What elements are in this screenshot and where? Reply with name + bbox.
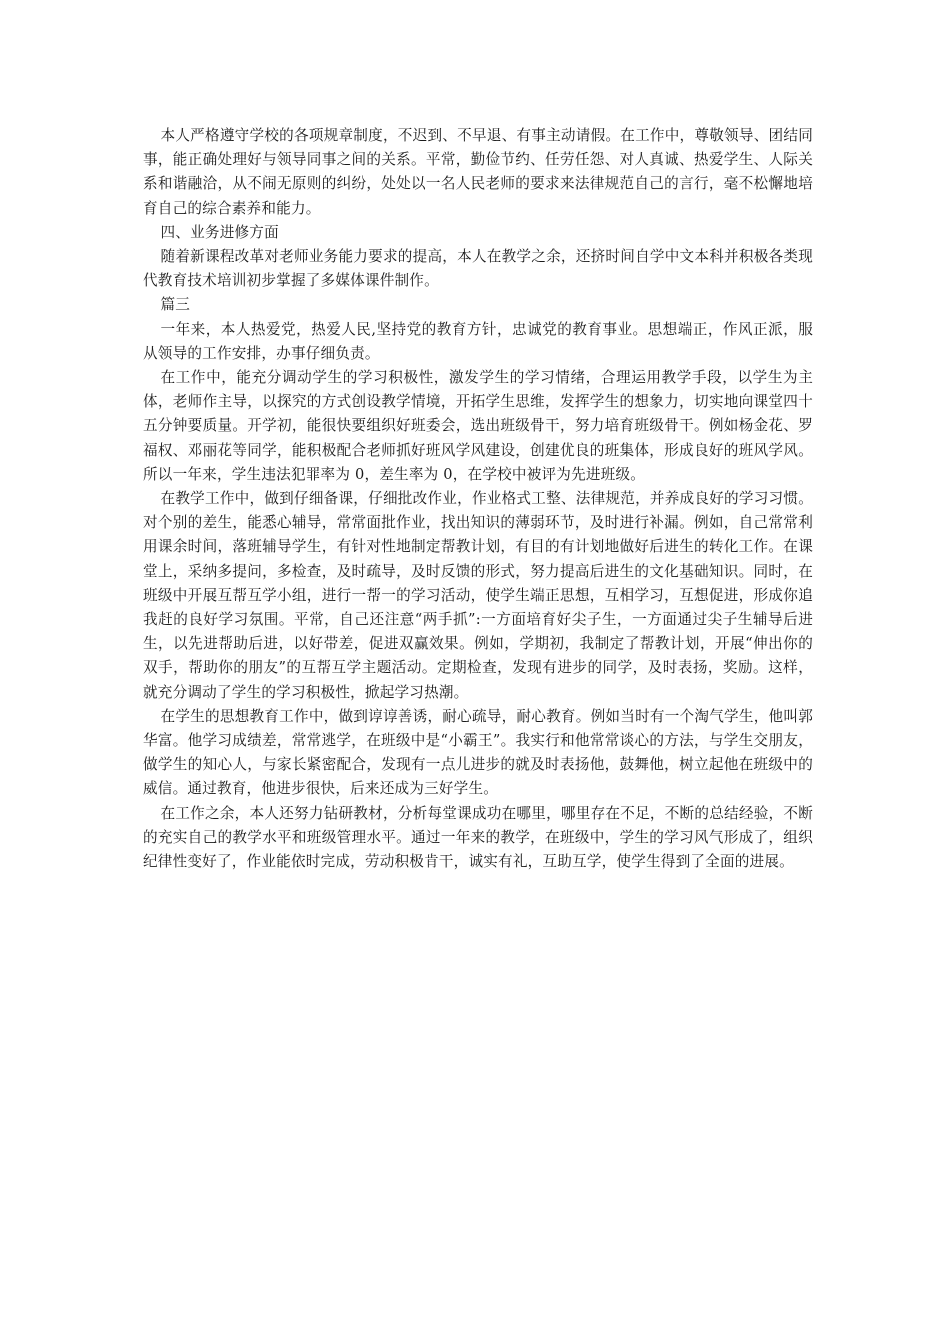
- paragraph-conduct: 本人严格遵守学校的各项规章制度，不迟到、不早退、有事主动请假。在工作中，尊敬领导、团结同事，能正确处理好与领导同事之间的关系。平常，勤俭节约、任劳任怨、对人真诚、热爱学生、人际关系和谐融洽，从不闹无原则的纠纷，处处以一名人民老师的要求来法律规范自己的言行，毫不松懈地培育自己的综合素养和能力。: [143, 127, 813, 217]
- paragraph-political-attitude: 一年来，本人热爱党，热爱人民,坚持党的教育方针，忠诚党的教育事业。思想端正，作风正派，服从领导的工作安排，办事仔细负责。: [143, 320, 813, 362]
- paragraph-class-management: 在工作中，能充分调动学生的学习积极性，激发学生的学习情绪，合理运用教学手段，以学生为主体，老师作主导，以探究的方式创设教学情境，开拓学生思维，发挥学生的想象力，切实地向课堂四十五分钟要质量。开学初，能很快要组织好班委会，选出班级骨干，努力培育班级骨干。例如杨金花、罗福权、邓丽花等同学，能积极配合老师抓好班风学风建设，创建优良的班集体，形成良好的班风学风。所以一年来，学生违法犯罪率为 0，差生率为 0，在学校中被评为先进班级。: [143, 369, 813, 483]
- paragraph-business-study: 随着新课程改革对老师业务能力要求的提高，本人在教学之余，还挤时间自学中文本科并积极各类现代教育技术培训初步掌握了多媒体课件制作。: [143, 248, 813, 290]
- paragraph-teaching-work: 在教学工作中，做到仔细备课，仔细批改作业，作业格式工整、法律规范，并养成良好的学习习惯。对个别的差生，能悉心辅导，常常面批作业，找出知识的薄弱环节，及时进行补漏。例如，自己常常利用课余时间，落班辅导学生，有针对性地制定帮教计划，有目的有计划地做好后进生的转化工作。在课堂上，采纳多提问，多检查，及时疏导，及时反馈的形式，努力提高后进生的文化基础知识。同时，在班级中开展互帮互学小组，进行一帮一的学习活动，使学生端正思想，互相学习，互想促进，形成你追我赶的良好学习氛围。平常，自己还注意“两手抓”:一方面培育好尖子生，一方面通过尖子生辅导后进生，以先进帮助后进，以好带差，促进双赢效果。例如，学期初，我制定了帮教计划，开展“伸出你的双手，帮助你的朋友”的互帮互学主题活动。定期检查，发现有进步的同学，及时表扬，奖励。这样，就充分调动了学生的学习积极性，掀起学习热潮。: [143, 490, 813, 701]
- paragraph-moral-education: 在学生的思想教育工作中，做到谆谆善诱，耐心疏导，耐心教育。例如当时有一个淘气学生，他叫郭华富。他学习成绩差，常常逃学，在班级中是“小霸王”。我实行和他常常谈心的方法，与学生交朋友，做学生的知心人，与家长紧密配合，发现有一点儿进步的就及时表扬他，鼓舞他，树立起他在班级中的威信。通过教育，他进步很快，后来还成为三好学生。: [143, 707, 813, 798]
- section-heading-business-study: 四、业务进修方面: [160, 223, 279, 241]
- section-heading-part-three: 篇三: [160, 296, 191, 314]
- paragraph-self-improvement: 在工作之余，本人还努力钻研教材，分析每堂课成功在哪里，哪里存在不足，不断的总结经验，不断的充实自己的教学水平和班级管理水平。通过一年来的教学，在班级中，学生的学习风气形成了，组织纪律性变好了，作业能依时完成，劳动积极肯干，诚实有礼，互助互学，使学生得到了全面的进展。: [143, 804, 813, 871]
- document-body: [143, 124, 813, 874]
